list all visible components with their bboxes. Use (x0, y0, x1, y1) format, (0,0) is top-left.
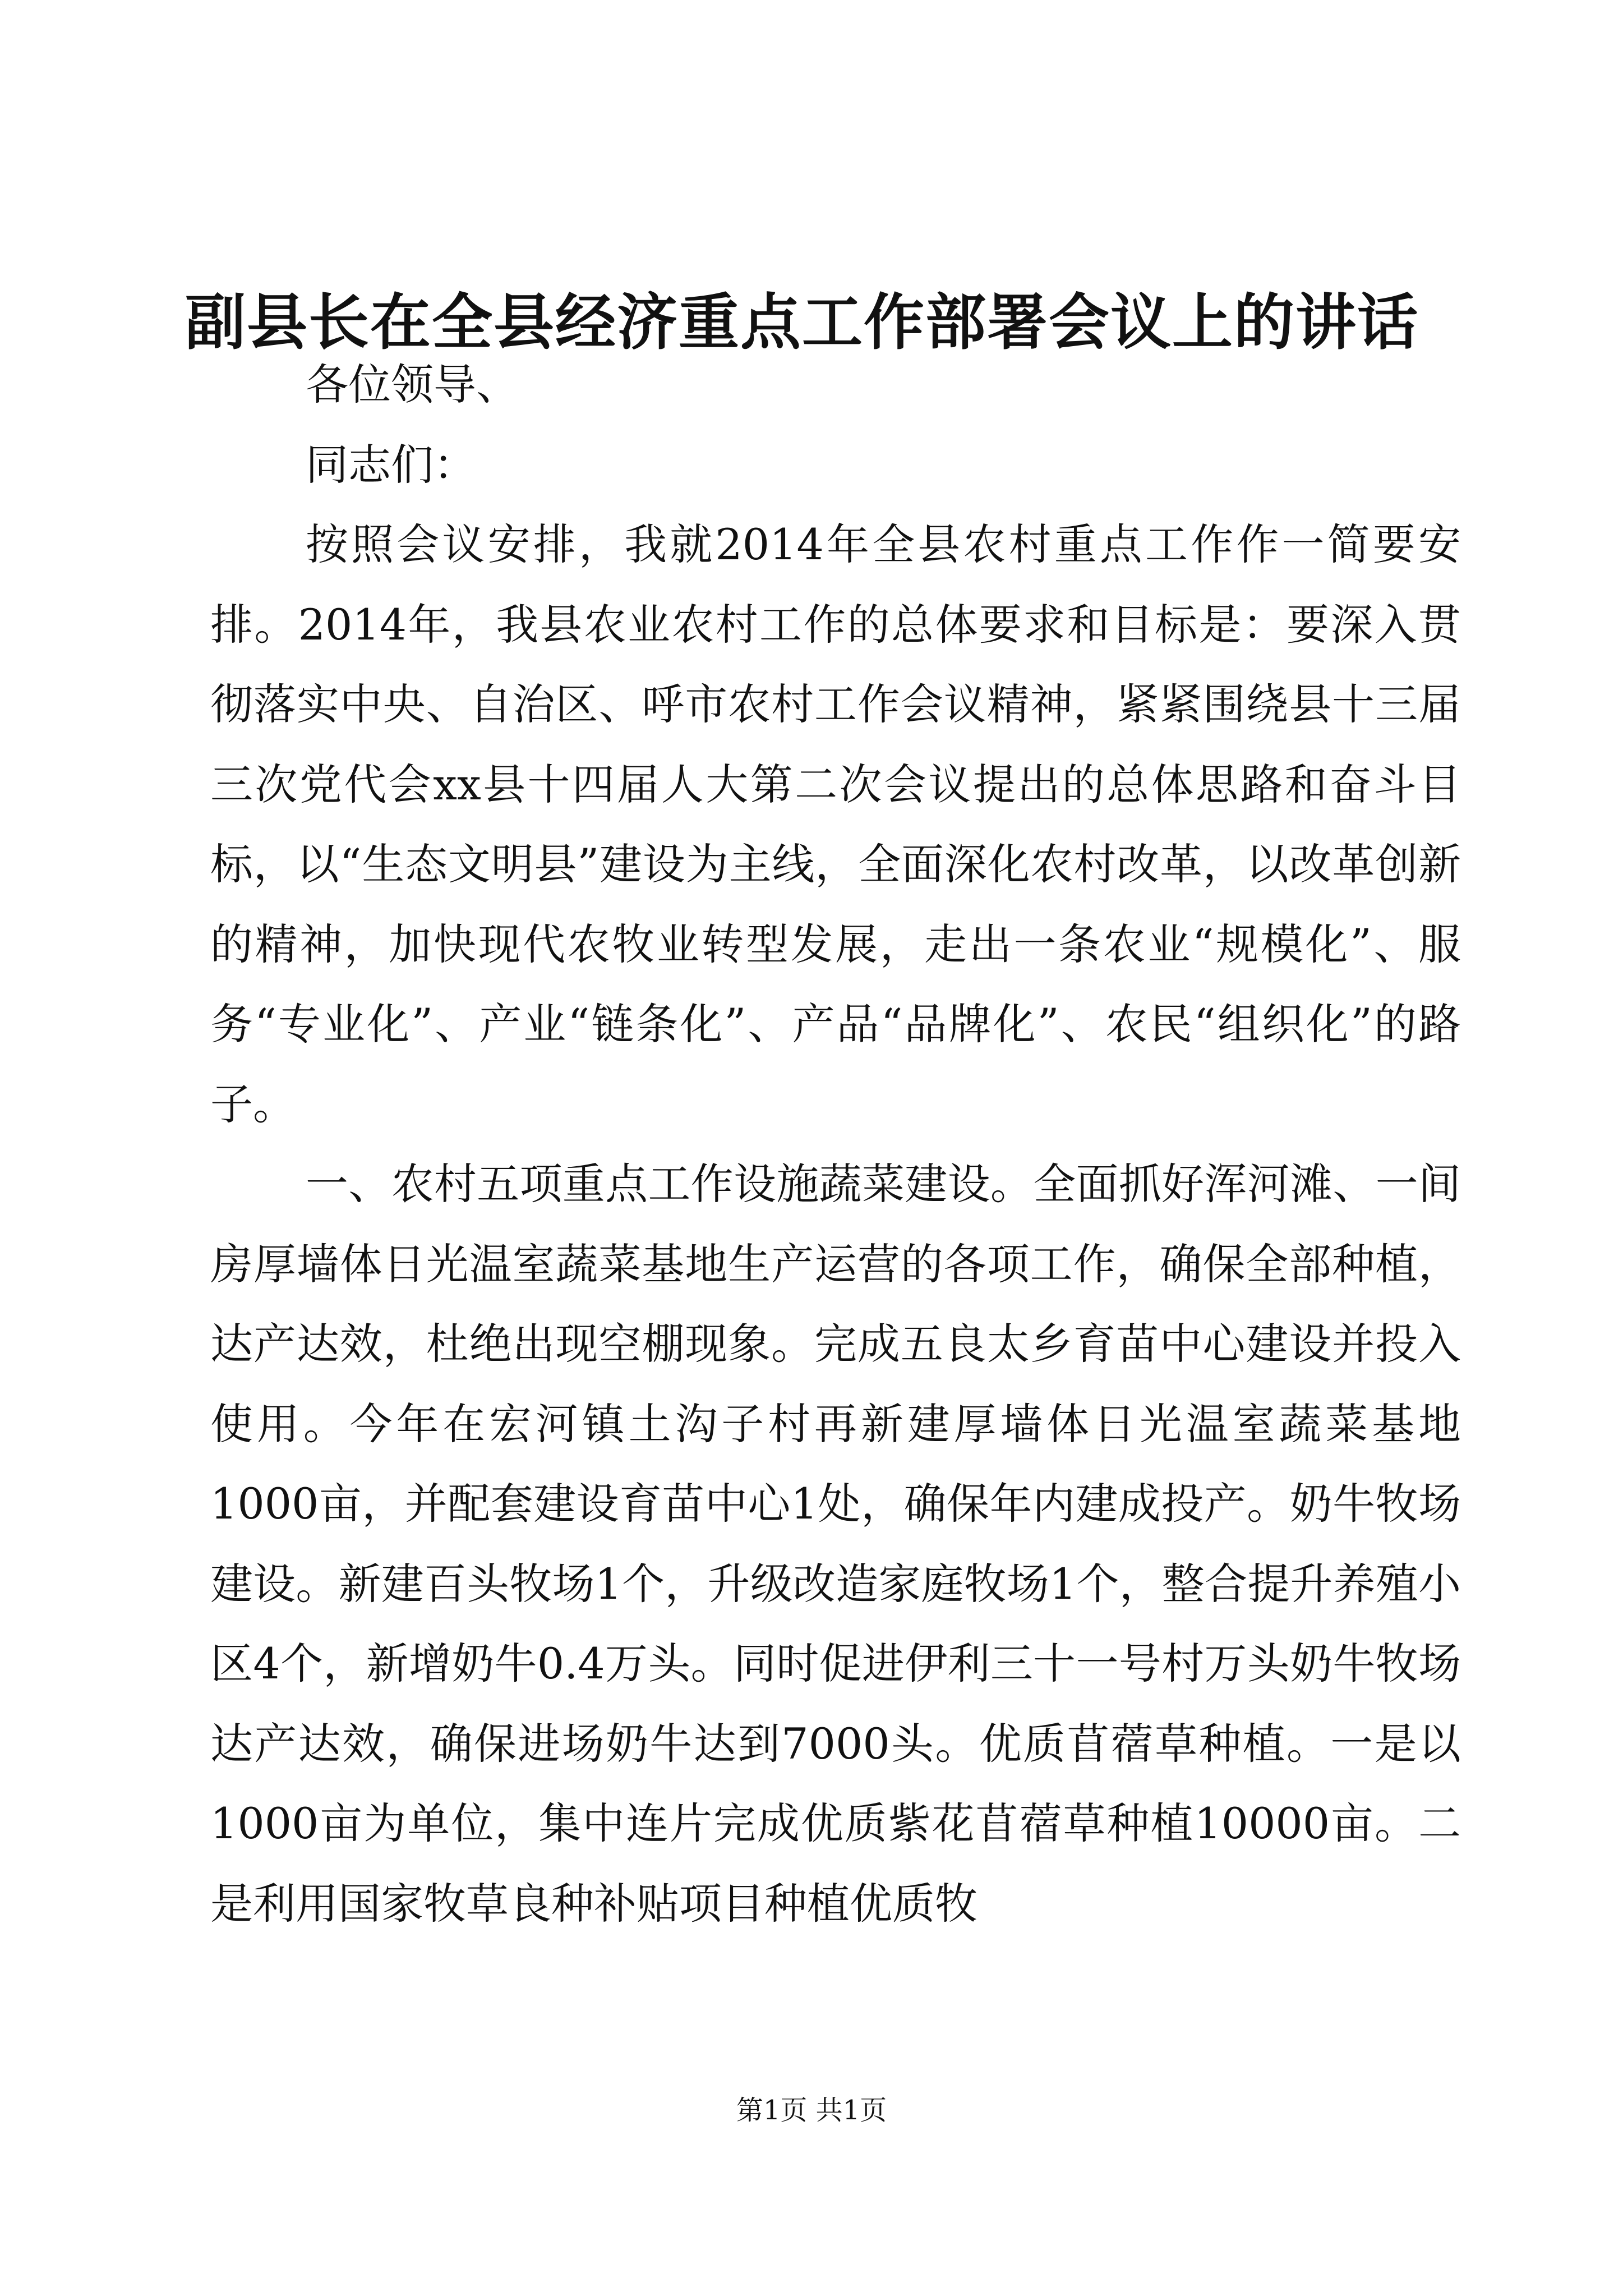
document-title: 副县长在全县经济重点工作部署会议上的讲话 (185, 287, 1419, 358)
salutation-leaders: 各位领导、 (306, 360, 519, 409)
page-footer: 第1页 共1页 (736, 2095, 887, 2126)
salutation-comrades: 同志们： (306, 439, 476, 490)
document-body (210, 345, 1461, 1944)
paragraph-section-one: 一、农村五项重点工作设施蔬菜建设。全面抓好浑河滩、一间房厚墙体日光温室蔬菜基地生产运营的各项工作，确保全部种植，达产达效，杜绝出现空棚现象。完成五良太乡育苗中心建设并投入使用。今年在宏河镇土沟子村再新建厚墙体日光温室蔬菜基地1000亩，并配套建设育苗中心1处，确保年内建成投产。奶牛牧场建设。新建百头牧场1个，升级改造家庭牧场1个，整合提升养殖小区4个，新增奶牛0.4万头。同时促进伊利三十一号村万头奶牛牧场达产达效，确保进场奶牛达到7000头。优质苜蓿草种植。一是以1000亩为单位，集中连片完成优质紫花苜蓿草种植10000亩。二是利用国家牧草良种补贴项目种植优质牧 (210, 1159, 1461, 1929)
paragraph-intro: 按照会议安排，我就2014年全县农村重点工作作一简要安排。2014年，我县农业农村工作的总体要求和目标是：要深入贯彻落实中央、自治区、呼市农村工作会议精神，紧紧围绕县十三届三次党代会xx县十四届人大第二次会议提出的总体思路和奋斗目标，以“生态文明县”建设为主线，全面深化农村改革，以改革创新的精神，加快现代农牧业转型发展，走出一条农业“规模化”、服务“专业化”、产业“链条化”、产品“品牌化”、农民“组织化”的路子。 (210, 519, 1461, 1129)
